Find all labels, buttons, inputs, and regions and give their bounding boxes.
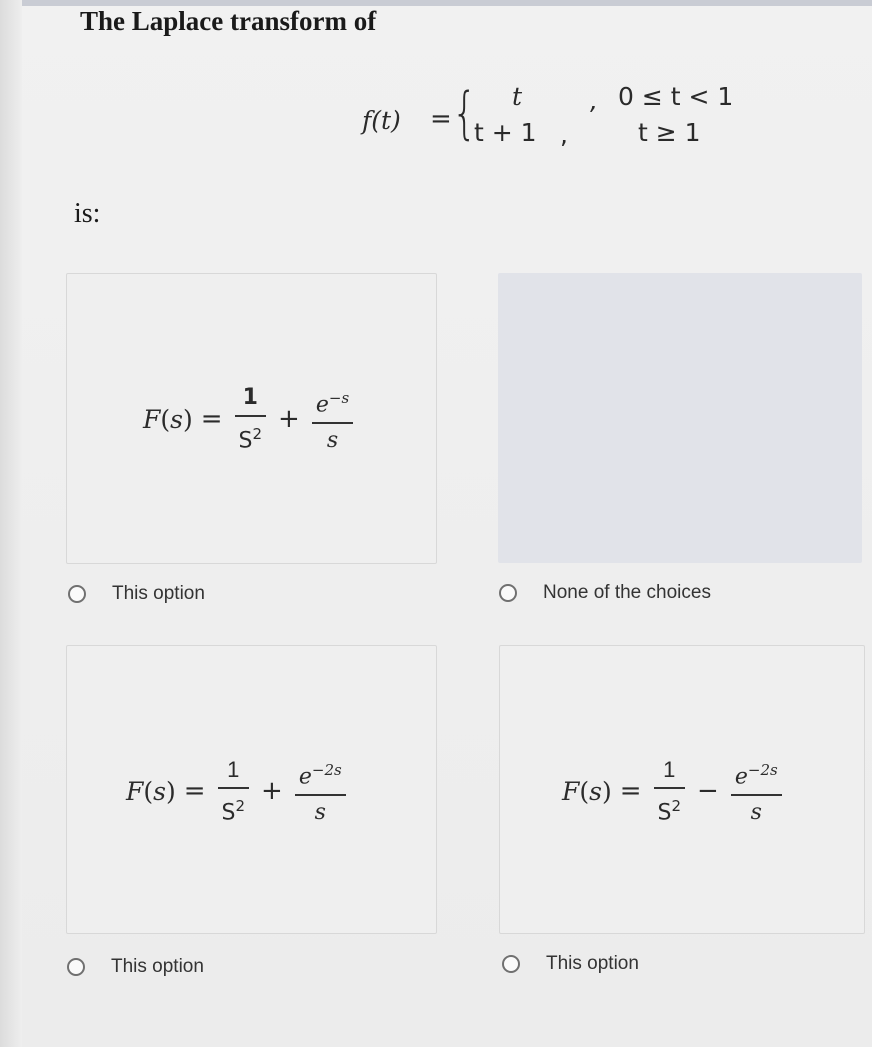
function-equals: =: [430, 104, 452, 134]
option-3-radio[interactable]: [67, 956, 204, 978]
case-1-expression: t: [512, 82, 523, 111]
left-brace: {: [452, 81, 477, 146]
radio-button-icon[interactable]: [502, 955, 520, 973]
option-2-radio[interactable]: [499, 582, 711, 604]
option-4-label: This option: [546, 953, 639, 974]
formula-lhs: F(s): [562, 776, 612, 806]
case-1-condition: 0 ≤ t < 1: [618, 82, 734, 111]
radio-button-icon[interactable]: [499, 584, 517, 602]
option-4-formula: [562, 756, 786, 827]
fraction-term-2: $\frac{e^{-s}}{s}$: [312, 384, 353, 455]
formula-operator: +: [278, 404, 300, 435]
option-2-label: None of the choices: [543, 582, 711, 603]
option-card-2[interactable]: [498, 273, 862, 563]
formula-equals: =: [200, 404, 223, 435]
fraction-term-2: $\frac{e^{-2s}}{s}$: [731, 756, 782, 827]
radio-button-icon[interactable]: [68, 585, 86, 603]
formula-lhs: F(s): [143, 404, 193, 434]
fraction-term-1: $\frac{1}{S^2}$: [654, 756, 686, 827]
formula-operator: −: [697, 776, 719, 807]
case-2-expression: t + 1: [474, 118, 537, 147]
piecewise-function: [362, 82, 762, 162]
formula-equals: =: [619, 776, 642, 807]
fraction-term-2: $\frac{e^{-2s}}{s}$: [295, 756, 346, 827]
fraction-term-1: $\frac{1}{S^2}$: [235, 384, 267, 455]
question-title: The Laplace transform of: [80, 6, 377, 36]
formula-operator: +: [261, 776, 283, 807]
option-4-radio[interactable]: [502, 953, 639, 975]
radio-button-icon[interactable]: [67, 958, 85, 976]
function-lhs: f(t): [362, 106, 401, 135]
case-2-separator: ,: [560, 120, 568, 149]
option-1-formula: [143, 384, 357, 455]
left-edge: [0, 0, 22, 1047]
case-1-separator: ,: [590, 86, 598, 115]
option-3-label: This option: [111, 956, 204, 977]
fraction-term-1: $\frac{1}{S^2}$: [218, 756, 250, 827]
formula-lhs: F(s): [126, 776, 176, 806]
case-2-condition: t ≥ 1: [638, 118, 701, 147]
option-1-radio[interactable]: [68, 583, 205, 605]
option-1-label: This option: [112, 583, 205, 604]
question-suffix: is:: [74, 198, 101, 229]
formula-equals: =: [183, 776, 206, 807]
option-3-formula: [126, 756, 350, 827]
